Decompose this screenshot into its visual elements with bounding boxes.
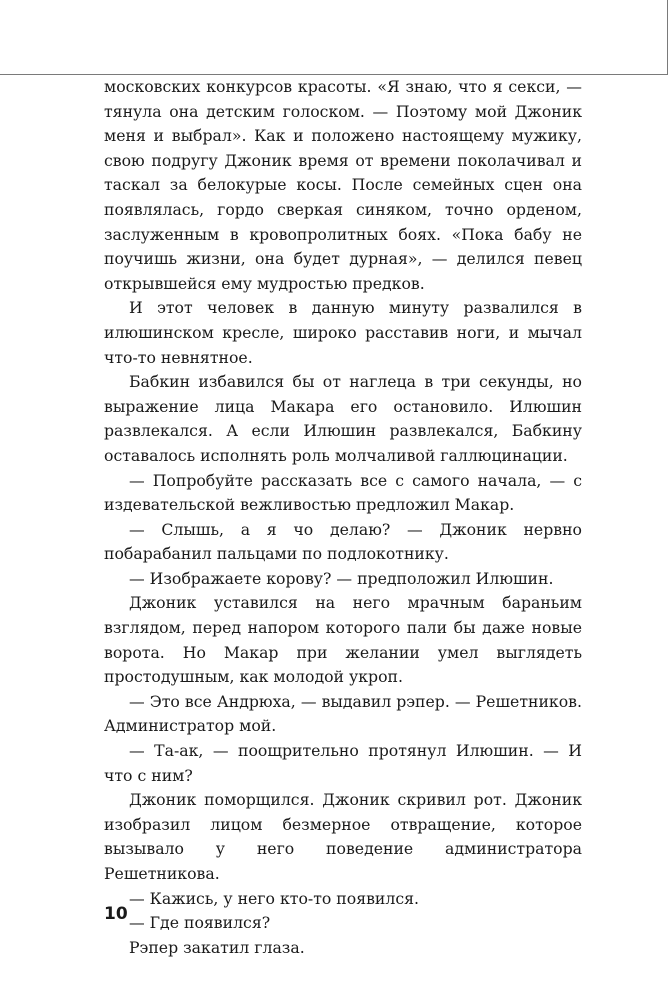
paragraph: И этот человек в данную минуту развалился в илюшинском кресле, широко расставив ноги, и мычал что-то невнятное. — [104, 298, 582, 367]
dialogue-line: — Слышь, а я чо делаю? — Джоник нервно побарабанил пальцами по подлокотнику. — [104, 519, 582, 564]
paragraph: Джоник уставился на него мрачным бараньим взглядом, перед напором которого пали бы даже новые ворота. Но Макар при желании умел выглядеть простодушным, как молодой укроп. — [104, 593, 582, 687]
paragraph: Рэпер закатил глаза. — [129, 937, 305, 957]
dialogue-line: — Где появился? — [129, 913, 271, 933]
paragraph: Бабкин избавился бы от наглеца в три секунды, но выражение лица Макара его остановило. Илюшин развлекался. А если Илюшин развлекался, Бабкину оставалось исполнять роль молчаливой галлюцинации. — [104, 372, 582, 465]
paragraph: Джоник поморщился. Джоник скривил рот. Джоник изобразил лицом безмерное отвращение, которое вызывало у него поведение администратора Решетникова. — [104, 790, 582, 883]
top-frame-side-line — [667, 0, 668, 75]
body-text — [104, 75, 582, 960]
dialogue-line: — Попробуйте рассказать все с самого начала, — с издевательской вежливостью предложил Макар. — [104, 470, 582, 515]
page-number: 10 — [104, 904, 128, 924]
dialogue-line: — Та-ак, — поощрительно протянул Илюшин. — И что с ним? — [104, 741, 582, 785]
dialogue-line: — Кажись, у него кто-то появился. — [129, 888, 420, 908]
dialogue-line: — Изображаете корову? — предположил Илюшин. — [129, 568, 554, 588]
dialogue-line: — Это все Андрюха, — выдавил рэпер. — Решетников. Администратор мой. — [104, 691, 582, 736]
paragraph-continued: московских конкурсов красоты. «Я знаю, что я секси, — тянула она детским голоском. — Поэтому мой Джоник меня и выбрал». Как и положено настоящему мужику, свою подругу Джоник время от времени поколачивал и таскал за белокурые косы. После семейных сцен она появлялась, гордо сверкая синяком, точно орденом, заслуженным в кровопролитных боях. «Пока бабу не поучишь жизни, она будет дурная», — делился певец открывшейся ему мудростью предков. — [104, 77, 582, 293]
